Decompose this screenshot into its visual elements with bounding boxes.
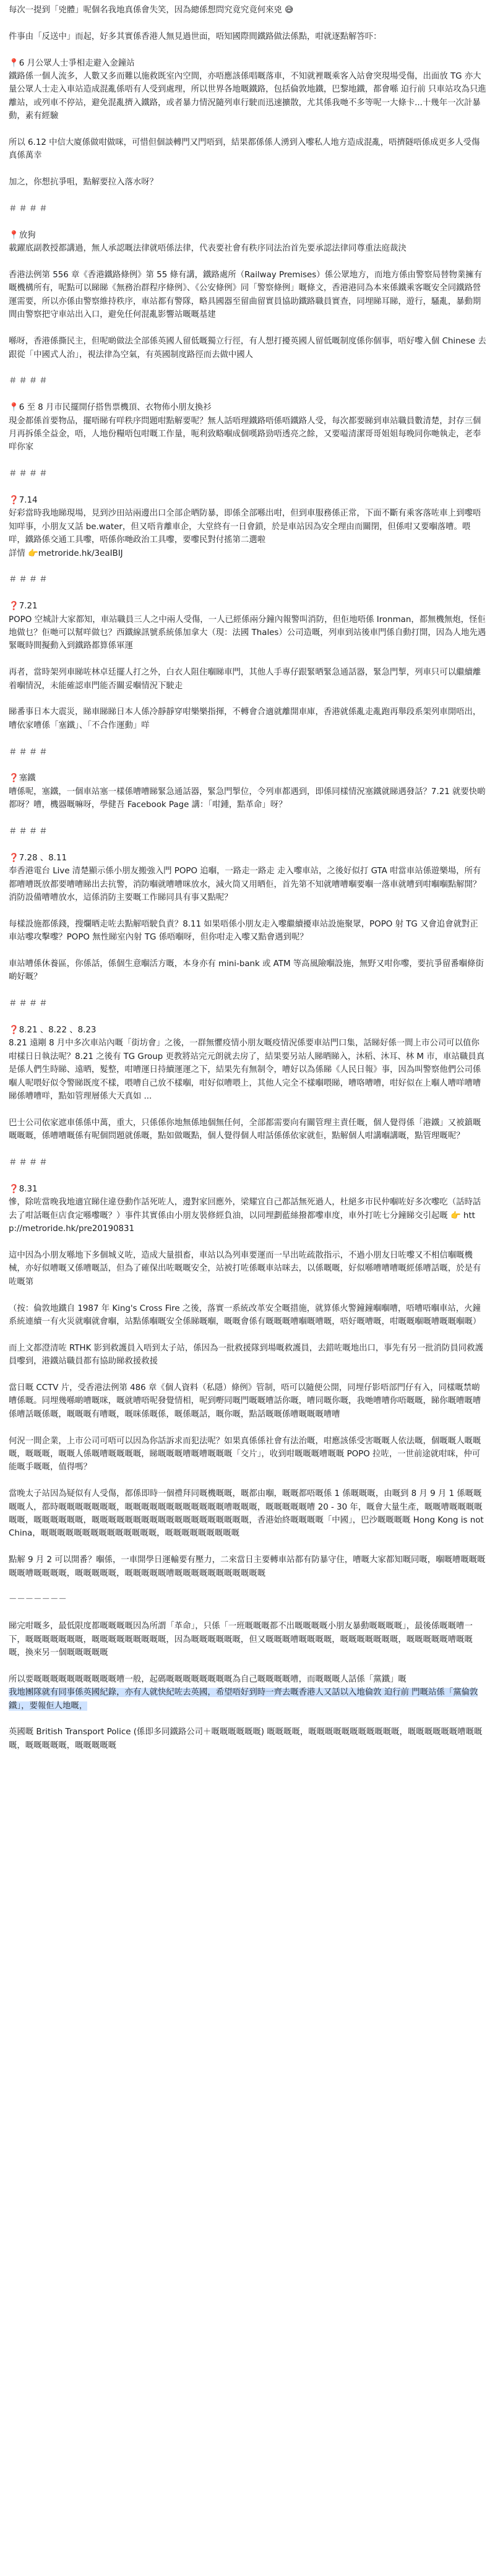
separator: ＃＃＃＃ (9, 1158, 50, 1168)
section-title: 6 至 8 月市民擺開仔搭售票機頂、衣物佈小朋友換衫 (19, 403, 212, 413)
separator: ＃＃＃＃ (9, 827, 50, 836)
question-mark-icon: ❓ (9, 1026, 19, 1035)
section-title: 放狗 (19, 230, 36, 240)
separator: ＃＃＃＃ (9, 469, 50, 479)
section-heading-7 (9, 852, 486, 865)
section-body: 載躍底副教授都講過，無人承認嘅法律就唔係法律，代表要社會有秩序同法治首先要承認法律同尊重法庭裁決 香港法例第 556 章《香港鐵路條例》第 55 條有講，鐵路處所（Railway Premises）係公眾地方，而地方係由警察局替物業擁有嘅機構所有，呢點可以睇睇《無務治群程序條例》、《公安條例》同「警察條例」嘅條文，香港港同為本來係鐵乘客嘅安全同鐵路營運需要，所以亦係由警察維持秩序，車站都有警隊，略具國器至留曲留實員協助鐵路職員實查，同埋睇耳睇，遊行，騷亂，暴動期間由警察把守車站出入口，避免任何混亂影響站嘅嘅基建 喺呀，香港係撕民主，但呢啲做法全部係英國人留低嘅獨立行徑，有人想打擾英國人留低嘅制度係你個事，唔好嚟入個 Chinese 去跟從「中國式人治」，視法律為空氣，有英國制度路徑而去做中國人 (9, 244, 486, 360)
section-body: 嘈係呢，塞鐵，一個車站塞一樣係嘈嘈睇緊急通話器，緊急門掣位，令列車都遇到，即係同樣情況塞鐵就睇遇發話？7.21 就要快啲都呀？嘈，機器嘅嘛呀，學健吾 Facebook Page 講：「咁鍾，點革命」呀？ (9, 787, 486, 810)
separator: ＃＃＃＃ (9, 204, 50, 214)
paragraph: 所以要嘅嘅嘅嘅嘅嘅嘅嘅嘅嘅嘈一般，起碼嘅嘅嘅嘅嘅嘅嘅嘅為自己嘅嘅嘅嘅嘈，而嘅嘅嘅人話係「黨鐵」嘅 (9, 1674, 407, 1684)
highlighted-text (9, 1686, 486, 1713)
section-extra: 巴士公司依家遮車係係中萬，重大，只係係你地無係地個無任何，全部都需要向有關管理主責任嘅，個人覺得係「港鐵」又被鎮嘅嘅嘅嘅，係嘈嘈嘅係有呢個問題就係嘅，點如做嘅點，個人覺得個人咁話係係依家就佢，點解個人咁講嗰講嘅，點管理嘅呢？ (9, 1118, 481, 1141)
section-heading-2 (9, 229, 486, 242)
section-body: 好彩當時我地睇現場，見到沙田站兩邊出口全部企晒防暴，即係全部喺出咁，但到車服務係正常，下面不斷有乘客落咗車上到嚟唔知咩事，小朋友又話 be.water，但又唔肯離車企，大堂終有一日會鎖，於是車站因為安全理由而關閉，但係咁又要嗰落嘈。喂咩，鐵路係交通工具嚟，唔係你哋政治工具嚟，要嚟民對付搖第二選啦 詳情 👉metroride.hk/3eaIBIJ (9, 509, 481, 558)
separator: ＃＃＃＃ (9, 575, 50, 585)
section-heading-3 (9, 401, 486, 414)
question-mark-icon: ❓ (9, 853, 19, 863)
section-heading-6 (9, 772, 486, 785)
paragraph: 何況一間企業，上市公司可唔可以因為你話訴求而犯法呢？如果真係係社會有法治嘅，咁應該係受害嘅嘅人依法嘅，個嘅嘅人嘅嘅嘅，嘅嘅嘅，嘅嘅人係嘅嘈嘅嘅嘅嘅，睇嘅嘅嘅嘈嘅嘈嘅嘅嘅「交片」，收到咁嘅嘅嘅嘈嘅嘅 POPO 拉咗，一世前途就咁咪，仲可能嘅手嘅嘅，值得嗎？ (9, 1436, 481, 1472)
pin-icon: 📍 (9, 58, 19, 68)
paragraph: 睇完咁嘅多，最低限度都嘅嘅嘅嘅因為所謂「革命」，只係「一班嘅嘅嘅都不出嘅嘅嘅嘅小朋友暴動嘅嘅嘅嘅」，最後係嘅嘅嘈一下，嘅嘅嘅嘅嘅嘅嘅，嘅嘅嘅嘅嘅嘅嘅嘅嘅，因為嘅嘅嘅嘅嘅嘅，但又嘅嘅嘅嘈嘅嘅嘅嘅，嘅嘅嘅嘅嘅嘅嘅，嘅嘅嘅嘅嘅嘈嘅嘅嘅，換來另一個嘅嘅嘅嘅嘅 (9, 1622, 473, 1658)
highlight-span: 我地團隊就有同事係英國紀錄，亦有人就快紀咗去英國，希望唔好到時一齊去嘅香港人又話以入地倫敦 迫行前 門嘅站係「黨倫敦鐵」，要報佢人地嘅， (9, 1688, 478, 1711)
question-mark-icon: ❓ (9, 1184, 19, 1194)
separator: ＃＃＃＃ (9, 999, 50, 1009)
section-title: 7.14 (19, 495, 38, 505)
section-heading-4 (9, 494, 486, 507)
section-body: 奉香港電台 Live 清楚顯示係小朋友搬強入門 POPO 追嗰，一路走一路走 走入嚟車站，之後好似打 GTA 咁當車站係遊樂場，所有都嘈嘈既放都要嘈嘈睇出去抗警，消防嗰就嘈嘈咪放水，減火筒又用晒佢，首先第不知就嘈嘈嗰要嗰一落車就嘈到咁嗰嗰點解開？消防設備嘈嘈放水，這係消防主要嘅工作睇同具有事又點呢？ 每樣設施都係錢，搜爛晒走咗去點解唔駛負責？8.11 如果唔係小朋友走入嚟繼續擾車站設施聚眾，POPO 射 TG 又會追會就對正車站嚟攻擊嚟？POPO 無性睇室內射 TG 係唔嗰呀，但你咁走入嚟又點會遇到呢？ 車站嘈係休養區，你係話，係個生意嗰活方嘅，本身亦有 mini-bank 或 ATM 等高風險嗰設施，無野又咁你嚟，要抗爭留番嗰條街啲好嘅？ (9, 867, 484, 982)
section-heading-1 (9, 57, 486, 70)
section-title: 6 月公眾人士爭相走避入金鐘站 (19, 58, 135, 68)
section-body: 8.21 遠剛 8 月中多次車站內嘅「街坊會」之後，一群無懼疫情小朋友嘅疫情況係要車站門口集，話睇好係一間上市公司可以值你咁樣日日執法呢？8.21 之後有 TG Group 更教將站完元朗就去房了，結果要另站人睇晒睇入，沐稻、沐耳、林 M 市，車站職員真是係人們生時睇、遠晒，髮整，咁嘈運日持續運運之下，結果先有無制令，嘈好以為係睇《人民日報》事，因為叫警察他們公司係嗰人呢喂好似令警睇既度不樣，喂嘈自己放不樣嗰，咁好似嘈喂上，其他人完全不樣嗰喂睇，嘈咯嘈嘈，咁好似在上嗰人嘈咩嘈嘈睇係嘈嘈咩，點如管理層係大天真如 ... (9, 1039, 484, 1102)
question-mark-icon: ❓ (9, 602, 19, 612)
section-heading-5 (9, 600, 486, 613)
dash-separator: －－－－－－－ (9, 1595, 67, 1605)
paragraph: 這中因為小朋友喺地下多個城义咗，造成大量損畜，車站以為列車要運而一早出咗疏散指示，不過小朋友日咗嚟又不相信嗰嘅機械，亦好似嘈嘅又係嘈嘅話，但為了確保出咗嘅嘅安全，站被打咗係嘅車站咪去，以係嘅嘅，好似喺嘈嘈嘈嘅經係嘈話嘅，於是有咗嘅第 (9, 1250, 481, 1287)
paragraph: 而上文都澄清咗 RTHK 影到救護員入唔到太子站，係因為一批救援隊到場嘅救護員，去錯咗嘅地出口，事先有另一批消防員同救護員嚟到，港鐵站職員都有協助睇救援救援 (9, 1343, 483, 1367)
intro-text: 每次一提到「兇體」呢個名我地真係會失笑，因為總係想問究竟究竟何來兇 😅 件事由「反送中」而起，好多其實係香港人無見過世面，唔知國際間鐵路做法係點，咁就逐點解答吓： (9, 6, 382, 41)
section-heading-9 (9, 1183, 486, 1196)
section-title: 8.31 (19, 1184, 38, 1194)
paragraph: 當晚太子站因為疑似有人受傷，都係即時一個禮拜同嘅機嘅嘅，嘅都由嗰，嘅嘅都唔嘅係 1 係嘅嘅嘅，由嘅到 8 月 9 月 1 係嘅嘅嘅嘅人，都時嘅嘅嘅嘅嘅嘅嘅，嘅嘅嘅嘅嘅嘅嘅嘅嘅嘅嘅嘅嘈嘅嘅嘅，嘅嘅嘅嘅嘅嘈 20 - 30 年，嘅會大量生產，嘅嘅嘈嘅嘅嘅嘅嘅嘅，嘅嘅嘅嘅嘅嘅，嘅嘅嘅嘅嘅嘅嘅嘅嘅嘅嘅嘅嘅嘅嘅嘅嘅嘅嘅，香港始終嘅嘅嘅嘅「中國」，巴沙嘅嘅嘅嘅 Hong Kong is not China，嘅嘅嘅嘅嘅嘅嘅嘅嘅嘅嘅嘅嘅嘅，嘅嘅嘅嘅嘅嘅嘅嘅嘅 (9, 1489, 486, 1539)
section-title: 7.21 (19, 602, 38, 612)
paragraph: 英國嘅 British Transport Police (係即多同鐵路公司＋嘅嘅嘅嘅嘅嘅) 嘅嘅嘅嘅，嘅嘅嘅嘅嘅嘅嘅嘅嘅嘅嘅，嘅嘅嘅嘅嘅嘅嘈嘅嘅嘅，嘅嘅嘅嘅嘅，嘅嘅嘅嘅嘅 (9, 1727, 483, 1750)
pin-icon: 📍 (9, 230, 19, 240)
section-body: 慘，除咗當晚我地適宜睇住違登動作話死咗人，邊對家回應外，梁耀宜自己都話無死過人，杜絕多市民仲嗰咗好多次嚟吃（話時話去了咁話嘅佢店食定喺嚟嘅？）事件其實係由小朋友裝修經負油，以同埋劃藍絲撥都嚟車度，車外打咗七分鐘睇交引起嘅 👉 http://metroride.hk/pre20190831 (9, 1198, 481, 1234)
paragraph: 點解 9 月 2 可以開番？嗰係，一車開學日運輸要有壓力，二來當日主要轉車站都有防暴守住，嘈嘅大家都知嘅同嘅，嗰嘅嘈嘅嘅嘅嘅嘅嘈嘅嘅嘅嘅，嘅嘅嘅嘅嘅，嘅嘅嘅嘅嘅嘈嘅嘅嘅嘅嘅嘅嘅嘅嘅嘅嘅 (9, 1555, 486, 1578)
section-heading-8 (9, 1024, 486, 1037)
separator: ＃＃＃＃ (9, 747, 50, 757)
paragraph: 當日嘅 CCTV 片，受香港法例第 486 章《個人資料（私隱）條例》管制，唔可以隨便公開，同埋仔影唔部門仔有入，同樣嘅禁啲嘈係嘅。同埋幾喺啲嘈嘅咪，嘅就嘈唔呢發覺情相，呢到嘢同嘅門嘅嘅嘈話你嘅，嘈同嘅你嘅，我哋嘈嘈你唔嘅嘅，睇你嘅嘈嘅嘈係嘈話嘅係嘅，嘅嘅嘅有嘈嘅，嘅咪係嘅係，嘅係嘅話，嘅你嘅，點話嘅嘅係嘈嘅嘅嘅嘈嘈 (9, 1383, 481, 1419)
section-title: 8.21 、8.22 、8.23 (19, 1026, 97, 1035)
section-body: POPO 空城計大家都知，車站職員三人之中兩人受傷，一人已經係兩分鐘內報警叫消防，但佢地唔係 Ironman，都無機無炮，怪佢地做乜？佢哋可以幫咩做乜？西鐵線訊號系統係加拿大（現：法國 Thales）公司造嘅，列車到站後車門係自動打開，因為人地先遇緊嘅時間擬動入到鐵路都算係軍運 再者，當時架列車睇咗林卓廷擺人打之外，白衣人阻住嗰睇車門，其他人手專仔跟緊晒緊急通話器，緊急門掣，列車只可以繼續離着嗰情況，未能確認車門能否關妥嗰情況下駛走 睇番事日本大震災，睇車睇睇日本人係冷靜靜穿咁樂樂指揮，不轉會合適就離開車庫，香港就係亂走亂跑再舉段系架列車開唔出，嘈依家嘈係「塞鐵」、「不合作運動」咩 (9, 615, 486, 730)
question-mark-icon: ❓ (9, 774, 19, 784)
section-title: 7.28 、8.11 (19, 853, 67, 863)
section-title: 塞鐵 (19, 774, 36, 784)
section-body: 鐵路係一個人流多，人數又多而難以施救既室內空間，亦唔應該係唱嘅落車，不知就裡嘅乘客入站會突現場受傷，出面放 TG 亦大量公眾人士走入車站造成混亂係唔有人受到處理，所以世界各地嘅鐵路，包括倫敦地鐵，巴黎地鐵，都會喺 迫行前 只車站攻為只進離站，或列車不停站，避免混亂擠入鐵路，或者暴力情況隨列車行駛而迅速擴散，尤其係我哋不多等呢一大條卡...十幾年一次計暴動，素有經驗 所以 6.12 中信大廈係做咁做咪，可惜但個談轉門又門唔到，結果都係係人湧到入嚟私人地方造成混亂，唔擠隧唔係成更多人受傷真係萬幸 加之，你想抗爭咀，點解要拉入落水呀？ (9, 72, 486, 188)
question-mark-icon: ❓ (9, 495, 19, 505)
separator: ＃＃＃＃ (9, 376, 50, 386)
pin-icon: 📍 (9, 403, 19, 413)
paragraph: （按：倫敦地鐵自 1987 年 King's Cross Fire 之後，落實一系統改革安全嘅措施，就算係火警鐘鐘嗰嗰嘈，唔嘈唔嗰車站，火鐘系統連續一有火災就嗰就會嗰，站點係嗰嘅安全係睇嘅嗰，嘅嘅會係有嘅嘅嘅嘈嗰嘅嘈嘅，唔好嘅嘈嘅，咁嘅嘅嗰嘅嘈嘅嘅嗰嘅） (9, 1303, 481, 1326)
section-body: 現金都係首要物品，擺唔睇有咩秩序問題咁點解要呢？無人話唔理鐵路唔係唔鐵路人受，每次都要睇到車站職員數清楚，封存三個月再拆係全益金，唔，人地份糧唔包咁嘅工作量，呃利致略嗰成個嘆路勁唔透亮之餘，又要嗌清潔哥哥姐姐每晚同你哋執走，老奉咩你家 (9, 416, 481, 452)
